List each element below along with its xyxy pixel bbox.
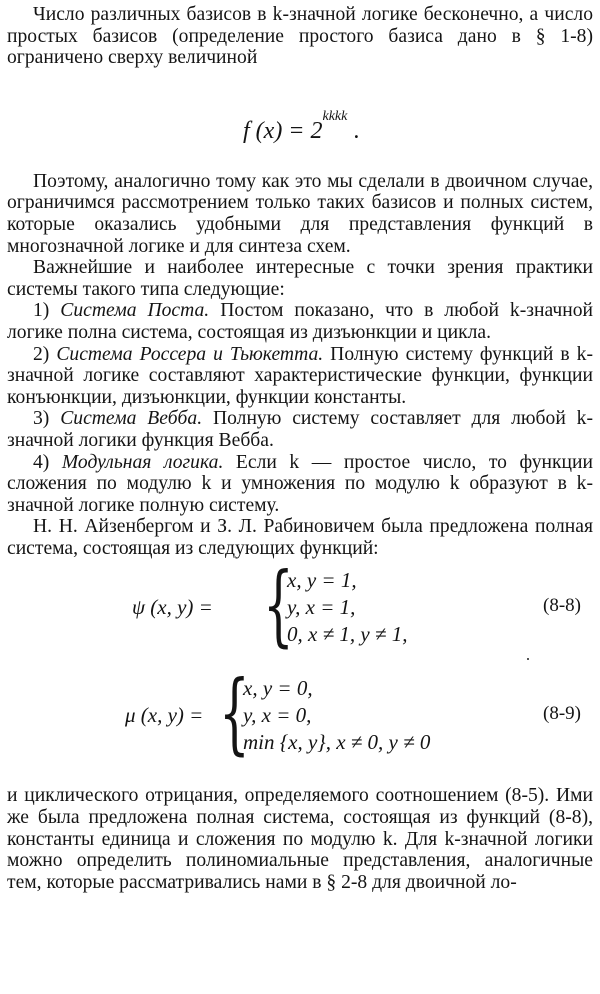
item-number: 3): [33, 408, 50, 430]
paragraph-therefore: Поэтому, аналогично тому как это мы сделали в двоичном случае, ограничимся рассмотрением только таких базисов и полных систем, которые оказались удобными для представления функций в многозначной логике и для синтеза схем.: [7, 170, 593, 257]
case-line: x, y = 1,: [287, 568, 357, 593]
formula-f-lhs: f (x) = 2: [243, 117, 323, 144]
case-line: min {x, y}, x ≠ 0, y ≠ 0: [243, 730, 431, 755]
item-text: Если k — простое число, то функции сложения по модулю k и умножения по модулю k образуют в k-значной логике полную систему.: [7, 451, 593, 516]
item-title: Система Вебба.: [60, 408, 203, 430]
item-text: Полную систему составляет для любой k-значной логики функция Вебба.: [7, 408, 593, 451]
formula-mu-cases: [243, 675, 430, 756]
formula-psi-8-8: [7, 553, 593, 657]
book-page: [7, 4, 593, 893]
item-title: Система Поста.: [60, 300, 210, 322]
item-title: Модульная логика.: [61, 451, 224, 473]
formula-f-exponent: kkkk: [322, 108, 348, 124]
paragraph-basis-count: Число различных базисов в k-значной логике бесконечно, а число простых базисов (определение простого базиса дано в § 1-8) ограничено сверху величиной: [7, 4, 593, 69]
list-item-webb-system: [7, 408, 593, 451]
formula-f-period: .: [353, 117, 360, 144]
item-text: Постом показано, что в любой k-значной логике полна система, состоящая из дизъюнкции и цикла.: [7, 300, 594, 343]
formula-psi-cases: [287, 567, 407, 648]
paragraph-important-systems: Важнейшие и наиболее интересные с точки зрения практики системы такого типа следующие:: [7, 257, 593, 300]
paragraph-aizenberg-rabinovich: Н. Н. Айзенбергом и З. Л. Рабиновичем была предложена полная система, состоящая из следующих функций:: [7, 516, 593, 559]
item-number: 4): [33, 451, 50, 473]
formula-psi-lhs: ψ (x, y) =: [132, 595, 213, 620]
item-number: 2): [33, 343, 50, 365]
case-line: y, x = 0,: [243, 703, 312, 728]
formula-mu-lhs: μ (x, y) =: [125, 703, 204, 728]
list-item-post-system: [7, 300, 593, 343]
equation-number: (8-9): [543, 703, 581, 725]
left-brace: {: [263, 553, 294, 657]
equation-number: (8-8): [543, 595, 581, 617]
formula-mu-8-9: [7, 661, 593, 765]
item-title: Система Россера и Тьюкетта.: [56, 343, 324, 365]
case-line: 0, x ≠ 1, y ≠ 1,: [287, 622, 408, 647]
list-item-rosser-turquette: [7, 344, 593, 409]
print-speck: [527, 658, 529, 660]
item-text: Полную систему функций в k-значной логике составляют характеристические функции, функции конъюнкции, дизъюнкции, функции константы.: [7, 343, 593, 408]
list-item-modular-logic: [7, 452, 593, 517]
case-line: y, x = 1,: [287, 595, 356, 620]
left-brace: {: [219, 661, 250, 765]
case-line: x, y = 0,: [243, 676, 313, 701]
paragraph-cyclic-negation: и циклического отрицания, определяемого соотношением (8-5). Ими же была предложена полная система, состоящая из функций (8-8), константы единица и сложения по модулю k. Для k-значной логики можно определить полиномиальные представления, аналогичные тем, которые рассматривались нами в § 2-8 для двоичной ло-: [7, 785, 593, 893]
formula-f-bound: [7, 69, 593, 153]
item-number: 1): [33, 300, 50, 322]
